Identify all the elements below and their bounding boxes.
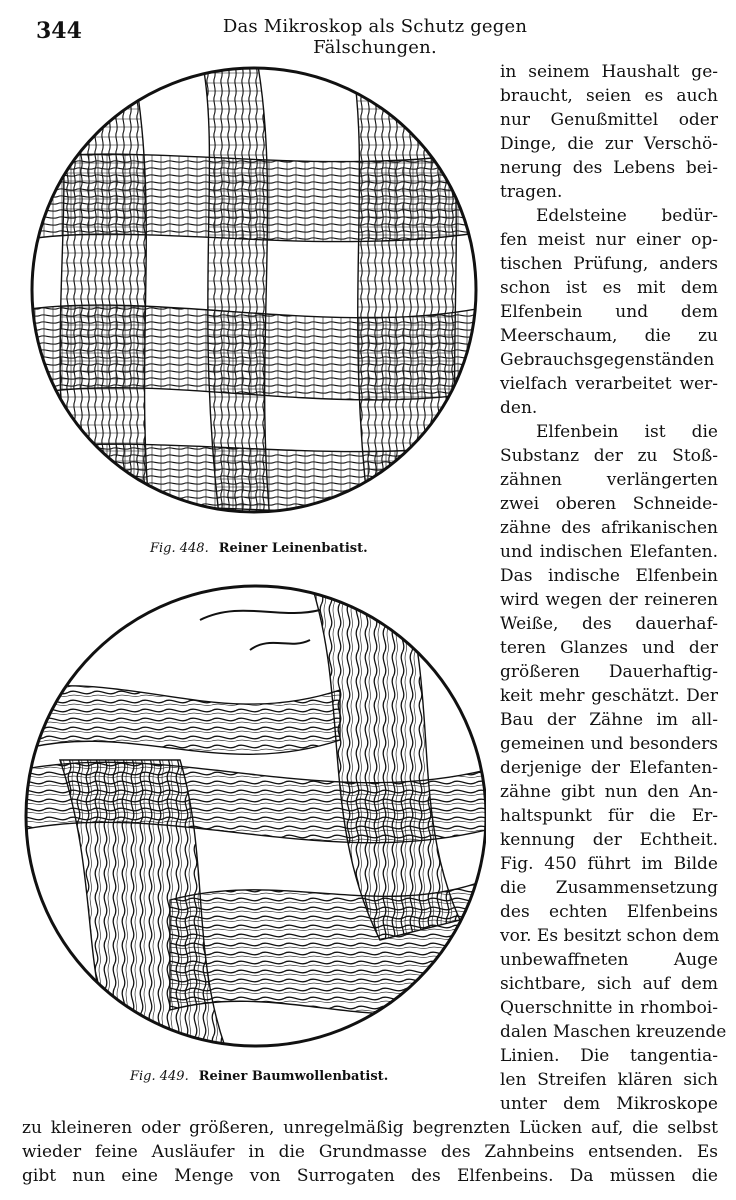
text-line: vielfach verarbeitet wer- [500,374,718,394]
text-line: sichtbare, sich auf dem [500,974,718,994]
text-line: Linien. Die tangentia- [500,1046,718,1066]
text-line: Weiße, des dauerhaf- [500,614,718,634]
text-line: unter dem Mikroskope [500,1094,718,1114]
figure-label: Fig. 448. [150,541,209,556]
text-line: keit mehr geschätzt. Der [500,686,718,706]
text-line: größeren Dauerhaftig- [500,662,718,682]
text-line: zu kleineren oder größeren, unregelmäßig begrenzten Lücken auf, die selbst [22,1118,718,1138]
text-line: Elfenbein ist die [536,422,718,442]
text-line: Querschnitte in rhomboi- [500,998,718,1018]
text-line: zwei oberen Schneide- [500,494,718,514]
page-header [0,0,736,58]
text-line: kennung der Echtheit. [500,830,718,850]
text-line: Substanz der zu Stoß- [500,446,718,466]
text-line: zähne des afrikanischen [500,518,718,538]
text-line: Bau der Zähne im all- [500,710,718,730]
text-line: Gebrauchsgegenständen [500,350,715,370]
text-line: nur Genußmittel oder [500,110,718,130]
text-line: fen meist nur einer op- [500,230,718,250]
text-line: Fig. 450 führt im Bilde [500,854,718,874]
text-line: Elfenbein und dem [500,302,718,322]
text-line: haltspunkt für die Er- [500,806,718,826]
text-line: gemeinen und besonders [500,734,718,754]
text-line: unbewaffneten Auge [500,950,718,970]
text-line: schon ist es mit dem [500,278,718,298]
text-line: die Zusammensetzung [500,878,718,898]
text-line: Edelsteine bedür- [536,206,718,226]
text-line: braucht, seien es auch [500,86,718,106]
figure-cotton-batiste-micrograph [20,580,486,1060]
figure-title: Reiner Baumwollenbatist. [198,1069,389,1084]
text-line: tischen Prüfung, anders [500,254,718,274]
text-line: tragen. [500,182,563,202]
text-line: Das indische Elfenbein [500,566,718,586]
figure-linen-batiste-micrograph [22,60,496,540]
text-line: vor. Es besitzt schon dem [500,926,720,946]
text-line: teren Glanzes und der [500,638,718,658]
text-line: dalen Maschen kreuzende [500,1022,727,1042]
text-line: und indischen Elefanten. [500,542,718,562]
figure-title: Reiner Leinenbatist. [218,541,368,556]
figure-449-caption [130,1069,388,1084]
text-line: zähne gibt nun den An- [500,782,718,802]
text-line: den. [500,398,538,418]
text-line: len Streifen klären sich [500,1070,718,1090]
text-line: des echten Elfenbeins [500,902,718,922]
page-number: 344 [36,18,82,44]
text-line: zähnen verlängerten [500,470,718,490]
text-line: in seinem Haushalt ge- [500,62,718,82]
text-line: wieder feine Ausläufer in die Grundmasse des Zahnbeins entsenden. Es [22,1142,718,1162]
text-line: nerung des Lebens bei- [500,158,718,178]
text-line: Meerschaum, die zu [500,326,718,346]
text-line: wird wegen der reineren [500,590,718,610]
running-title: Das Mikroskop als Schutz gegen Fälschungen. [222,16,528,58]
figure-label: Fig. 449. [130,1069,189,1084]
figure-448-caption [150,541,368,556]
text-line: Dinge, die zur Verschö- [500,134,718,154]
text-line: derjenige der Elefanten- [500,758,718,778]
text-line: gibt nun eine Menge von Surrogaten des Elfenbeins. Da müssen die [22,1166,718,1186]
